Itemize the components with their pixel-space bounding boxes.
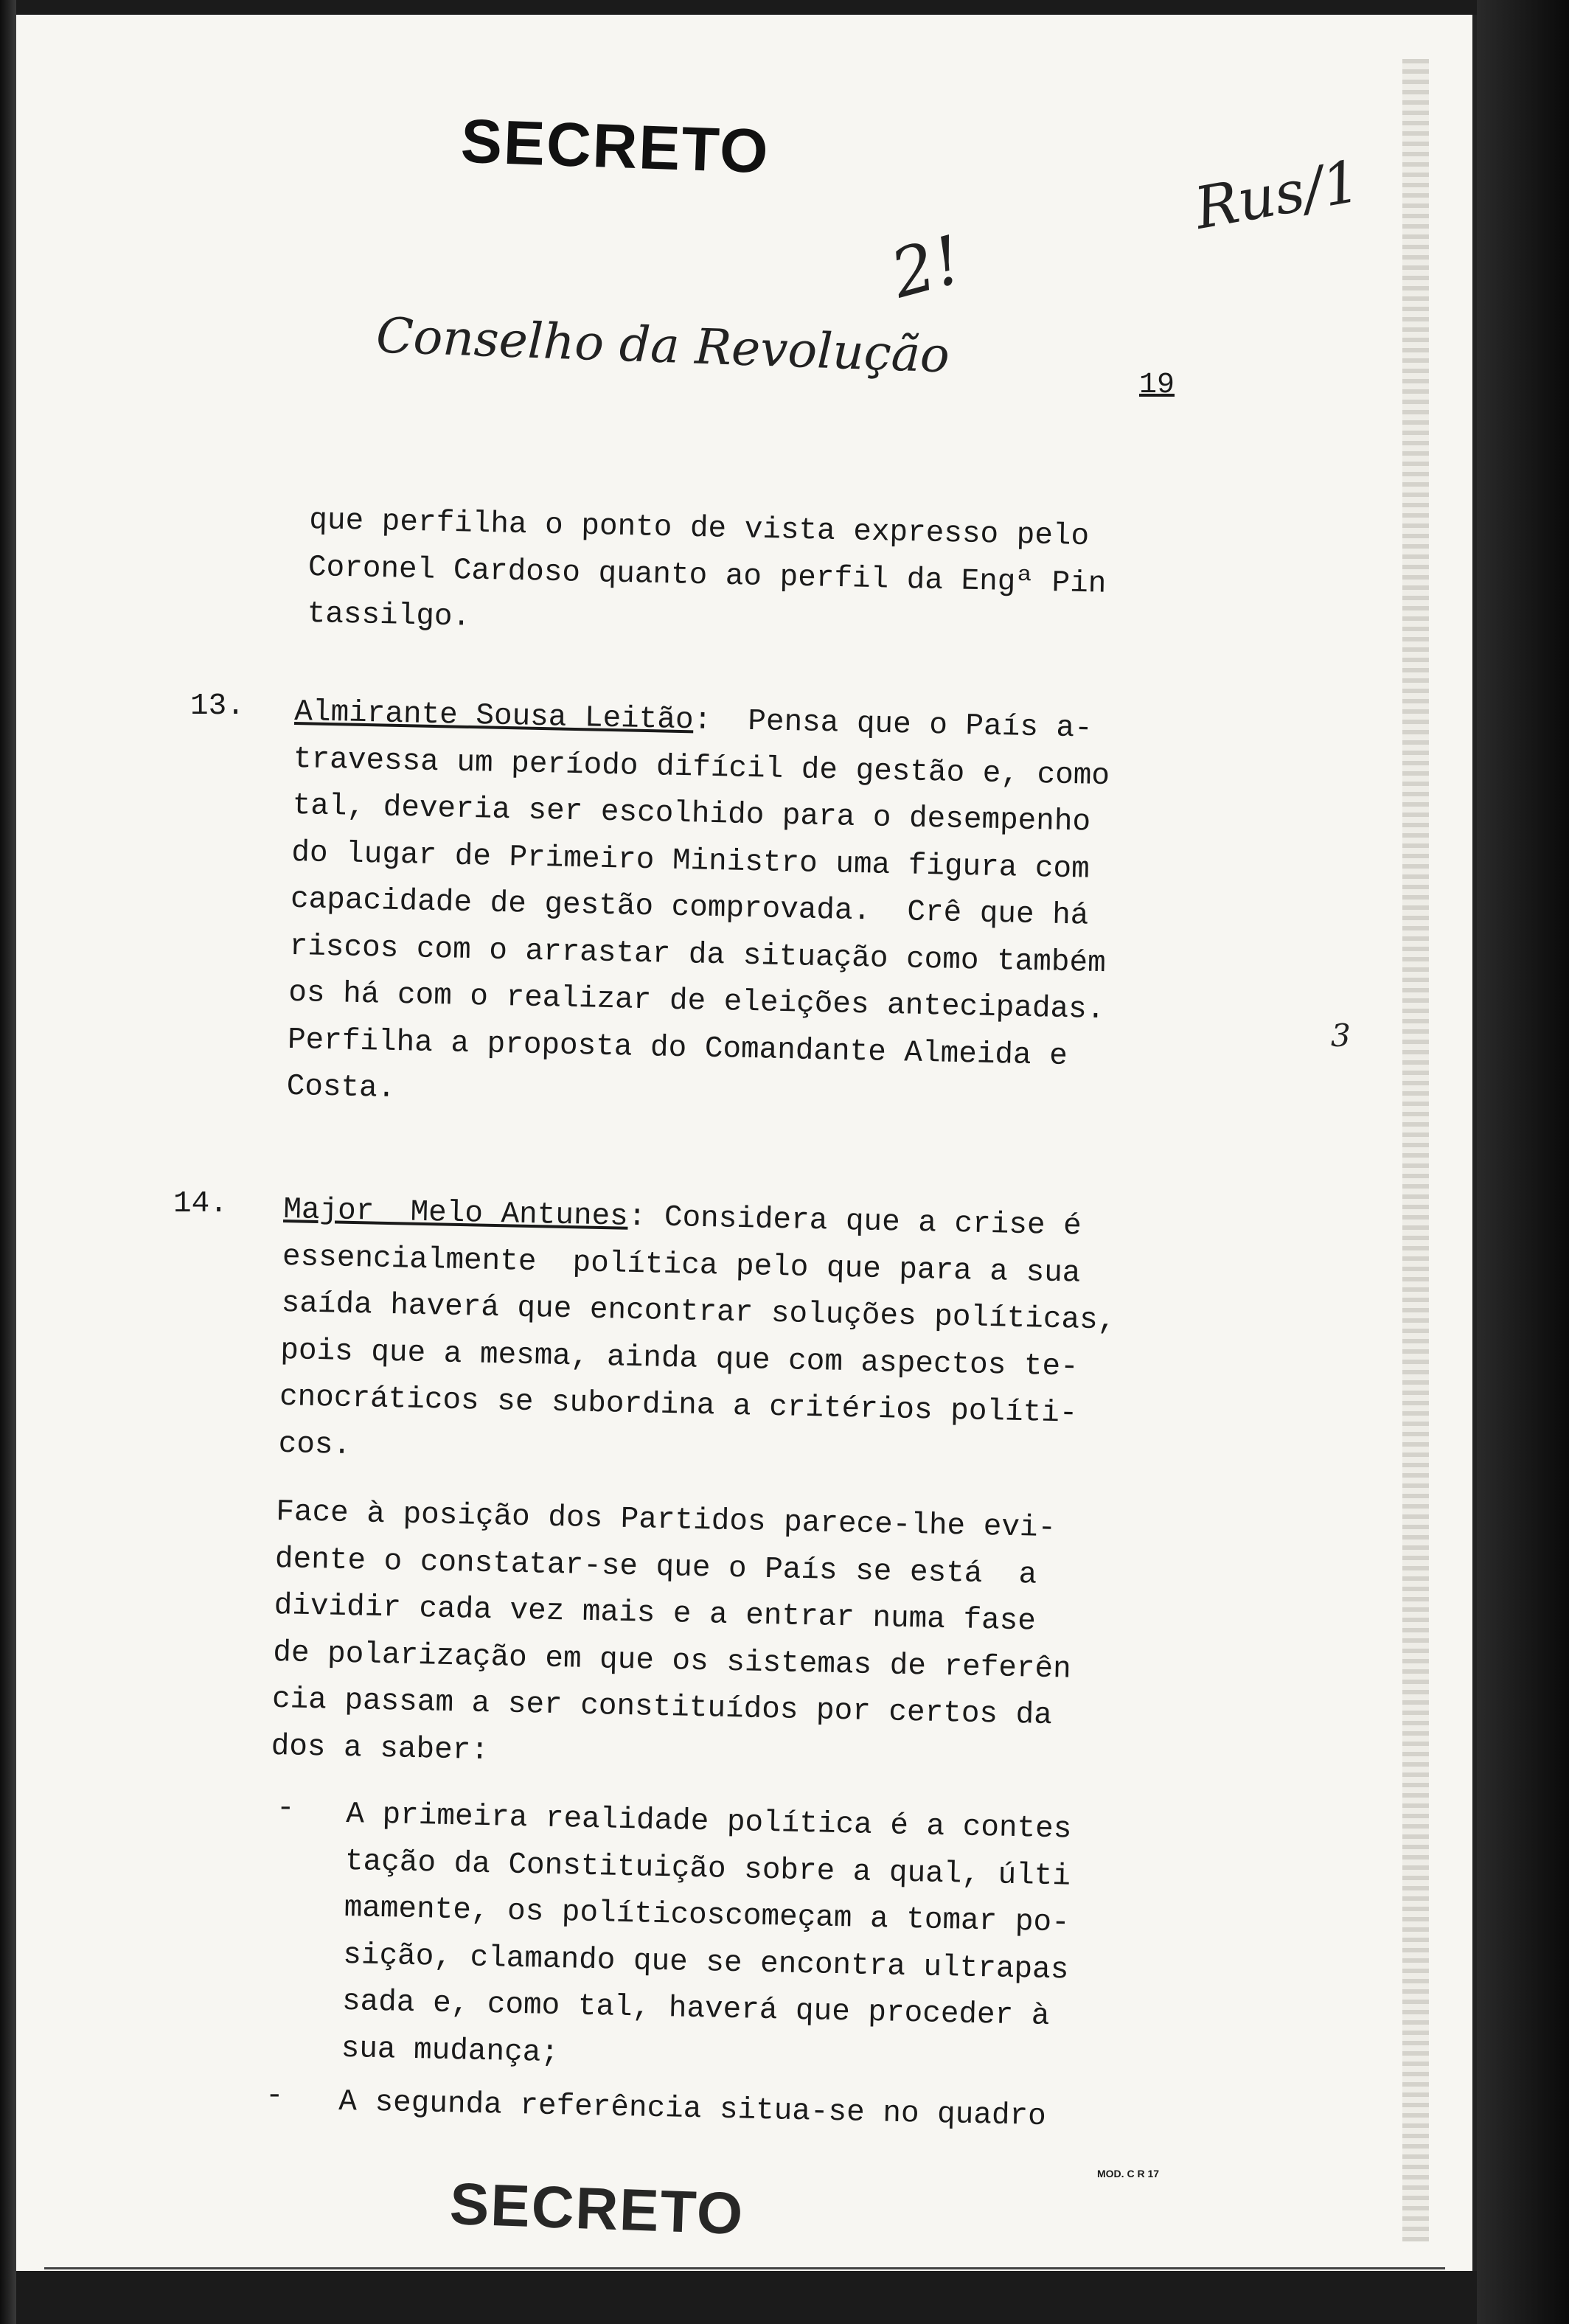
text-line: sição, clamando que se encontra ultrapas xyxy=(342,1938,1069,1988)
text-line: tal, deveria ser escolhido para o desempenho xyxy=(292,788,1091,840)
secret-stamp-top: SECRETO xyxy=(459,105,771,187)
secret-stamp-bottom: SECRETO xyxy=(448,2171,745,2247)
scan-stripe xyxy=(1402,59,1429,2241)
bottom-rule xyxy=(44,2267,1445,2269)
text-fragment: : Pensa que o País a- xyxy=(693,703,1093,746)
bullet-item-1 xyxy=(341,1792,1072,2088)
text-line: pois que a mesma, ainda que com aspectos te- xyxy=(279,1333,1079,1385)
handwritten-mark: 2! xyxy=(883,220,970,314)
item-number-14: 14. xyxy=(173,1187,228,1221)
margin-mark: 3 xyxy=(1331,1017,1351,1054)
paragraph-item-14 xyxy=(278,1187,1119,1486)
text-line: dente o constatar-se que o País se está a xyxy=(274,1542,1037,1593)
text-line: Costa. xyxy=(286,1069,396,1106)
scan-edge-left xyxy=(0,0,16,2324)
text-line: capacidade de gestão comprovada. Crê que há xyxy=(290,882,1089,933)
text-line: sua mudança; xyxy=(341,2031,560,2070)
scan-edge-right xyxy=(1477,0,1569,2324)
text-line: dos a saber: xyxy=(271,1729,490,1768)
text-line: A segunda referência situa-se no quadro xyxy=(338,2084,1047,2135)
handwritten-initial: Rus/1 xyxy=(1189,148,1366,243)
item-number-13: 13. xyxy=(190,689,245,723)
bullet-marker: - xyxy=(265,2079,284,2113)
text-line: dividir cada vez mais e a entrar numa fase xyxy=(274,1588,1037,1639)
text-line: Coronel Cardoso quanto ao perfil da Engª Pin xyxy=(307,550,1107,602)
text-line: travessa um período difícil de gestão e, como xyxy=(293,742,1110,793)
text-line: Perfilha a proposta do Comandante Almeida e xyxy=(287,1023,1068,1074)
text-line: sada e, como tal, haverá que proceder à xyxy=(341,1984,1050,2034)
speaker-name: Almirante Sousa Leitão xyxy=(293,695,695,738)
text-line: A primeira realidade política é a contes xyxy=(345,1797,1072,1847)
text-line: tação da Constituição sobre a qual, últi xyxy=(344,1844,1071,1894)
text-fragment: : Considera que a crise é xyxy=(627,1200,1082,1244)
text-line: cos. xyxy=(278,1427,352,1463)
paragraph-item-13 xyxy=(286,689,1111,1128)
text-line: os há com o realizar de eleições antecipadas. xyxy=(288,975,1105,1028)
text-line: cnocráticos se subordina a critérios políti- xyxy=(279,1380,1078,1431)
text-line: Face à posição dos Partidos parece-lhe evi- xyxy=(275,1495,1057,1546)
text-line: mamente, os políticoscomeçam a tomar po- xyxy=(344,1890,1071,1941)
form-code: MOD. C R 17 xyxy=(1097,2168,1160,2179)
speaker-name: Major Melo Antunes xyxy=(282,1192,629,1234)
text-line: saída haverá que encontrar soluções políticas, xyxy=(281,1286,1116,1338)
text-line: do lugar de Primeiro Ministro uma figura com xyxy=(291,835,1090,887)
letterhead: Conselho da Revolução xyxy=(375,307,951,384)
text-line: cia passam a ser constituídos por certos da xyxy=(271,1682,1053,1733)
bullet-marker: - xyxy=(276,1792,295,1826)
text-line: essencialmente política pelo que para a sua xyxy=(282,1239,1081,1291)
text-line: que perfilha o ponto de vista expresso pelo xyxy=(308,503,1090,554)
page-number: 19 xyxy=(1139,369,1175,402)
text-line: de polarização em que os sistemas de referên xyxy=(272,1635,1072,1687)
text-line: tassilgo. xyxy=(307,596,471,635)
paragraph-item-14-continued xyxy=(271,1489,1074,1787)
text-line: riscos com o arrastar da situação como também xyxy=(289,929,1107,981)
paragraph-continuation xyxy=(307,498,1107,655)
